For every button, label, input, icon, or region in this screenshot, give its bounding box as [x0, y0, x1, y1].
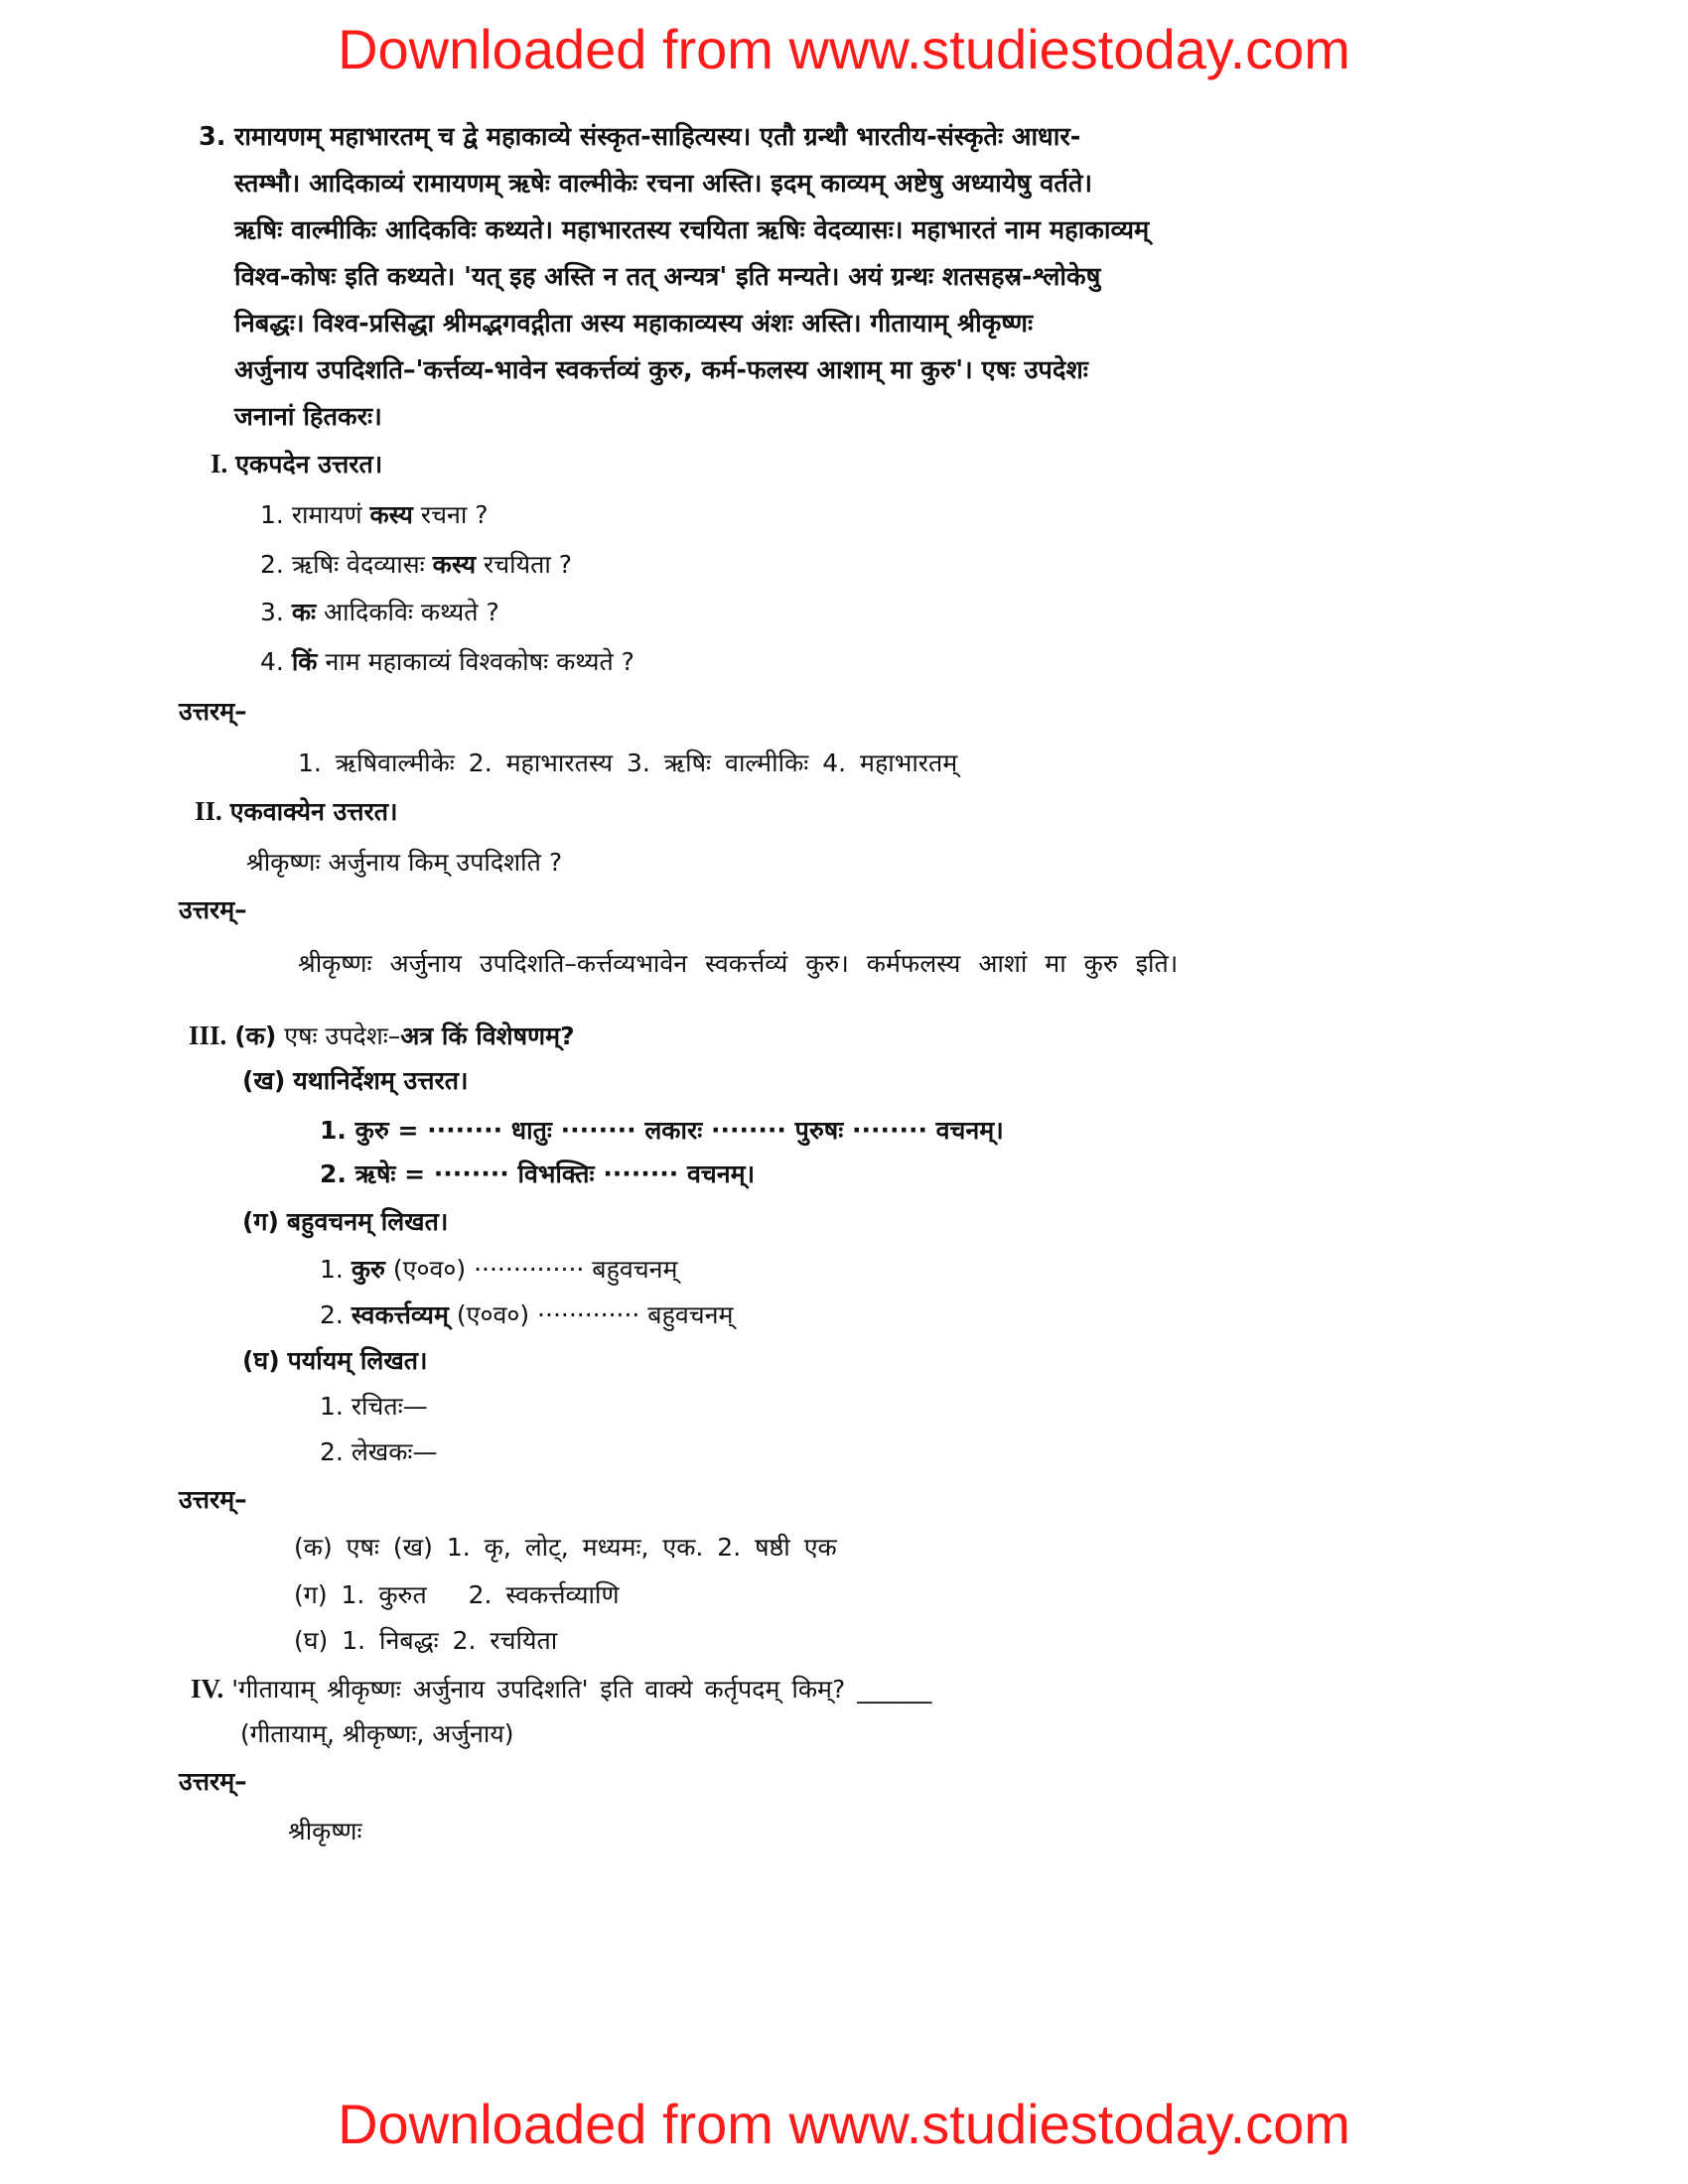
item-keyword: कस्य	[432, 550, 477, 579]
question-1-item	[260, 596, 499, 629]
part-kha-item	[320, 1114, 1004, 1148]
answer-label: उत्तरम्–	[179, 1485, 247, 1514]
question-text: श्रीकृष्णः अर्जुनाय किम् उपदिशति ?	[246, 848, 563, 877]
part-title: पर्यायम् लिखत।	[287, 1346, 428, 1375]
passage-line: विश्व-कोषः इति कथ्यते। 'यत् इह अस्ति न तत् अन्यत्र' इति मन्यते। अयं ग्रन्थः शतसहस्र-श्लोकेषु	[234, 262, 1101, 292]
item-keyword: किं	[291, 647, 318, 676]
item-text: रामायणं	[291, 500, 370, 529]
part-label: (ग)	[242, 1207, 279, 1236]
item-text: ऋषिः वेदव्यासः	[291, 550, 433, 579]
item-number: 1.	[320, 1255, 344, 1284]
question-1-item	[260, 548, 572, 582]
question-3-part-gha	[242, 1344, 428, 1378]
passage-line: रामायणम् महाभारतम् च द्वे महाकाव्ये संस्कृत-साहित्यस्य। एतौ ग्रन्थौ भारतीय-संस्कृतेः आधार-	[234, 122, 1081, 152]
part-keyword: अत्र किं विशेषणम्?	[400, 1022, 575, 1050]
part-text: एषः उपदेशः–	[284, 1022, 401, 1050]
question-text: 'गीतायाम् श्रीकृष्णः अर्जुनाय उपदिशति' इति वाक्ये कर्तृपदम् किम्? ______	[231, 1675, 932, 1704]
item-number: 4.	[260, 647, 284, 676]
passage-line: अर्जुनाय उपदिशति–'कर्त्तव्य-भावेन स्वकर्त्तव्यं कुरु, कर्म-फलस्य आशाम् मा कुरु'। एषः उपदेशः	[234, 355, 1088, 385]
part-label: (घ)	[242, 1346, 280, 1375]
part-kha-item	[320, 1158, 755, 1191]
answer-text: (घ) 1. निबद्धः 2. रचयिता	[294, 1626, 558, 1655]
answer-label: उत्तरम्–	[179, 895, 247, 924]
answer-text: श्रीकृष्णः	[288, 1817, 362, 1845]
item-text: नाम महाकाव्यं विश्वकोषः कथ्यते ?	[317, 647, 634, 676]
passage-line: जनानां हितकरः।	[234, 402, 382, 432]
answer-text: श्रीकृष्णः अर्जुनाय उपदिशति–कर्त्तव्यभावेन स्वकर्त्तव्यं कुरु। कर्मफलस्य आशां मा कुरु इति।	[298, 949, 1179, 978]
item-number: 1.	[320, 1392, 344, 1421]
question-3-part-kha	[242, 1064, 468, 1098]
question-1-heading	[211, 447, 382, 481]
question-3-part-ga	[242, 1205, 448, 1239]
item-text: कुरु = ········ धातुः ········ लकारः ········ पुरुषः ········ वचनम्।	[354, 1116, 1004, 1145]
question-1-item	[260, 498, 489, 532]
roman-numeral: IV.	[191, 1674, 224, 1704]
part-gha-item	[320, 1390, 428, 1424]
item-text: रचितः—	[351, 1392, 428, 1421]
question-title: एकवाक्येन उत्तरत।	[229, 797, 398, 826]
part-label: (क)	[234, 1022, 277, 1050]
item-text: आदिकविः कथ्यते ?	[316, 598, 499, 626]
answer-text: 1. ऋषिवाल्मीकेः 2. महाभारतस्य 3. ऋषिः वाल्मीकिः 4. महाभारतम्	[298, 749, 958, 777]
passage-number: 3.	[199, 122, 226, 152]
header-watermark-link[interactable]: Downloaded from www.studiestoday.com	[338, 18, 1350, 80]
part-ga-item	[320, 1298, 733, 1332]
footer-watermark-link[interactable]: Downloaded from www.studiestoday.com	[338, 2093, 1350, 2155]
item-text: ऋषेः = ········ विभक्तिः ········ वचनम्।	[354, 1160, 756, 1188]
item-number: 1.	[320, 1116, 347, 1145]
answer-text: (क) एषः (ख) 1. कृ, लोट्, मध्यमः, एक. 2. षष्ठी एक	[294, 1533, 837, 1562]
question-3-part-ka	[189, 1019, 575, 1053]
item-number: 3.	[260, 598, 284, 626]
item-keyword: स्वकर्त्तव्यम्	[351, 1300, 449, 1329]
question-4-heading	[191, 1672, 931, 1706]
passage-line: निबद्धः। विश्व-प्रसिद्धा श्रीमद्भगवद्गीता अस्य महाकाव्यस्य अंशः अस्ति। गीतायाम् श्रीकृष्णः	[234, 309, 1034, 339]
item-keyword: कः	[291, 598, 317, 626]
part-label: (ख)	[242, 1066, 286, 1095]
item-number: 2.	[320, 1300, 344, 1329]
answer-text: (ग) 1. कुरुत 2. स्वकर्त्तव्याणि	[294, 1580, 620, 1609]
item-text: (ए०व०) ············· बहुवचनम्	[448, 1300, 734, 1329]
part-title: यथानिर्देशम् उत्तरत।	[293, 1066, 469, 1095]
item-text: (ए०व०) ·············· बहुवचनम्	[384, 1255, 678, 1284]
passage-line: ऋषिः वाल्मीकिः आदिकविः कथ्यते। महाभारतस्य रचयिता ऋषिः वेदव्यासः। महाभारतं नाम महाकाव्यम्	[234, 215, 1150, 245]
roman-numeral: III.	[189, 1021, 227, 1050]
item-keyword: कुरु	[351, 1255, 385, 1284]
roman-numeral: I.	[211, 449, 228, 478]
item-number: 2.	[320, 1437, 344, 1466]
part-gha-item	[320, 1435, 437, 1469]
answer-label: उत्तरम्–	[179, 697, 247, 726]
passage-text	[234, 117, 1386, 444]
part-title: बहुवचनम् लिखत।	[286, 1207, 449, 1236]
question-1-item	[260, 645, 634, 679]
question-options: (गीतायाम्, श्रीकृष्णः, अर्जुनाय)	[240, 1719, 514, 1748]
item-text: रचना ?	[412, 500, 489, 529]
passage-line: स्तम्भौ। आदिकाव्यं रामायणम् ऋषेः वाल्मीकेः रचना अस्ति। इदम् काव्यम् अष्टेषु अध्यायेषु वर्तते।	[234, 169, 1093, 199]
item-text: रचयिता ?	[476, 550, 573, 579]
question-2-heading	[195, 794, 398, 829]
item-keyword: कस्य	[369, 500, 413, 529]
item-text: लेखकः—	[351, 1437, 438, 1466]
roman-numeral: II.	[195, 796, 222, 826]
question-title: एकपदेन उत्तरत।	[235, 450, 383, 478]
part-ga-item	[320, 1253, 677, 1287]
item-number: 2.	[320, 1160, 347, 1188]
item-number: 2.	[260, 550, 284, 579]
item-number: 1.	[260, 500, 284, 529]
answer-label: उत्तरम्–	[179, 1767, 247, 1796]
